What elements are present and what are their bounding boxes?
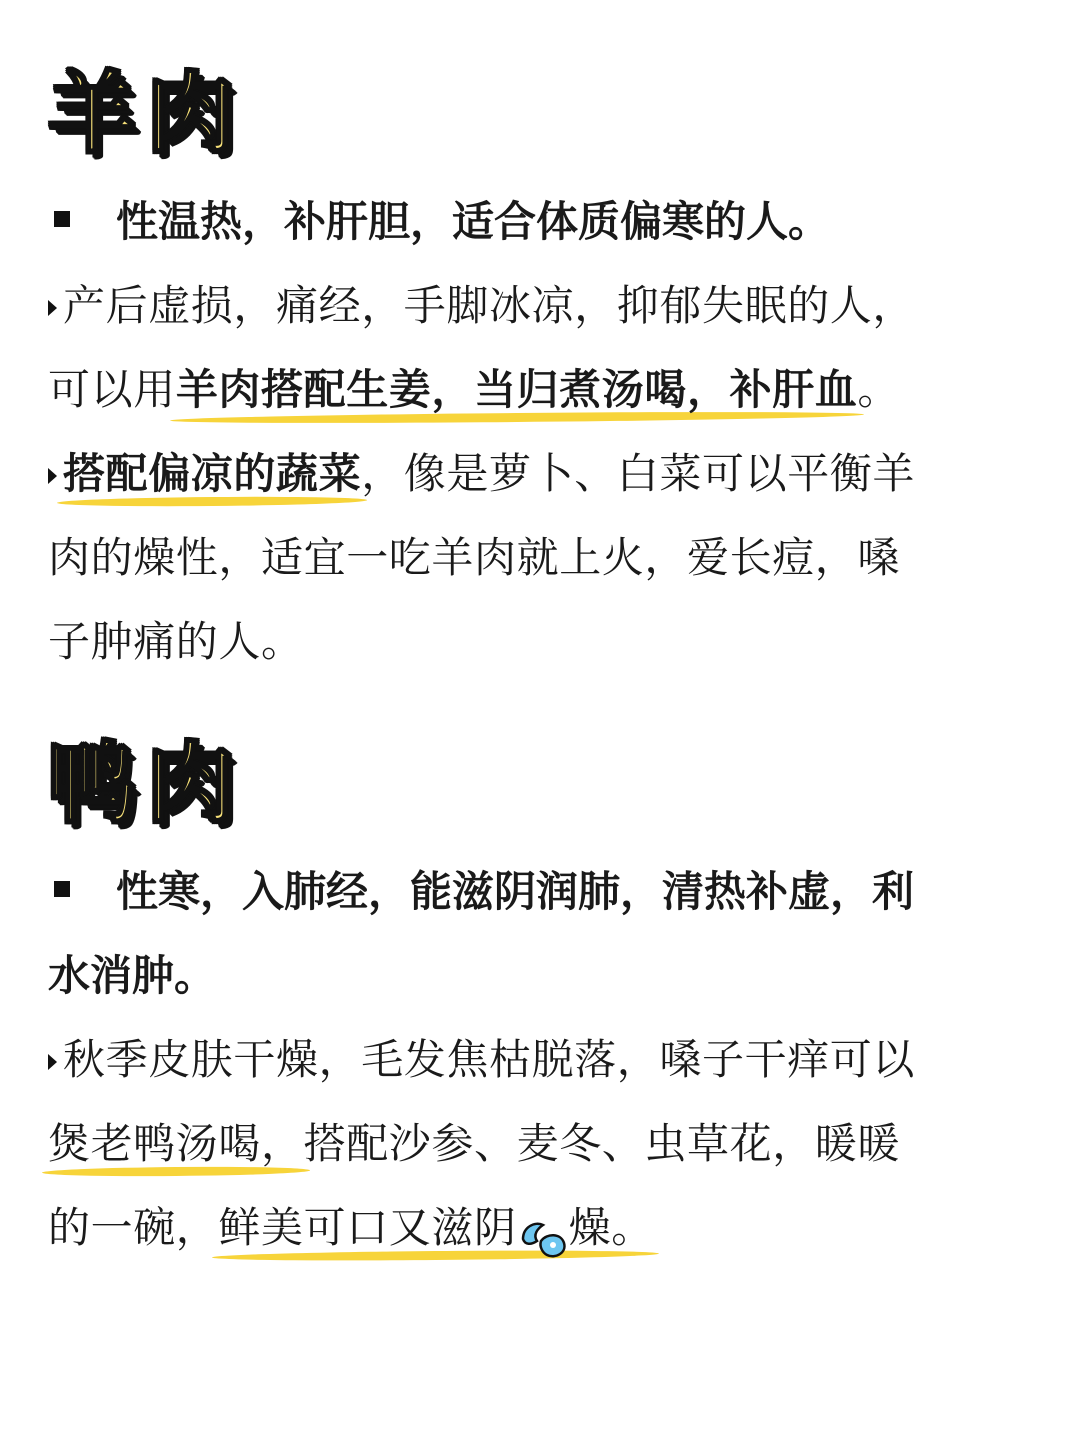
tasty-nourishing-highlight: 鲜美可口又滋阴 燥。: [218, 1203, 653, 1252]
duck-summary: 性寒，入肺经，能滋阴润肺，清热补虚，利 水消肿。: [48, 867, 915, 1000]
mutton-paragraph-1: 产后虚损，痛经，手脚冰凉，抑郁失眠的人， 可以用羊肉搭配生姜，当归煮汤喝，补肝血。: [48, 281, 916, 414]
section-duck: [48, 732, 1038, 1270]
section-title-duck: 鸭肉: [48, 732, 245, 835]
section-mutton: [48, 62, 1038, 684]
square-bullet-icon: [54, 881, 70, 897]
triangle-bullet-icon: [48, 468, 57, 484]
mutton-recipe-highlight: 羊肉搭配生姜，当归煮汤喝，补肝血: [175, 365, 858, 414]
section-title-mutton: 羊肉: [48, 62, 245, 165]
cool-vegetables-highlight: 搭配偏凉的蔬菜: [63, 449, 362, 498]
duck-paragraph-1: 秋季皮肤干燥，毛发焦枯脱落，嗓子干痒可以 煲老鸭汤喝，搭配沙参、麦冬、虫草花，暖暖 的一碗，鲜美可口又滋阴 燥。: [48, 1018, 1038, 1270]
mutton-summary: 性温热，补肝胆，适合体质偏寒的人。: [48, 180, 1038, 264]
duck-soup-highlight: 煲老鸭汤喝，: [48, 1119, 304, 1168]
square-bullet-icon: [54, 211, 70, 227]
mutton-paragraph-2: 搭配偏凉的蔬菜，像是萝卜、白菜可以平衡羊 肉的燥性，适宜一吃羊肉就上火，爱长痘，嗓 子肿痛的人。: [48, 449, 916, 666]
triangle-bullet-icon: [48, 300, 57, 316]
triangle-bullet-icon: [48, 1054, 57, 1070]
water-drop-icon: [517, 1205, 569, 1249]
